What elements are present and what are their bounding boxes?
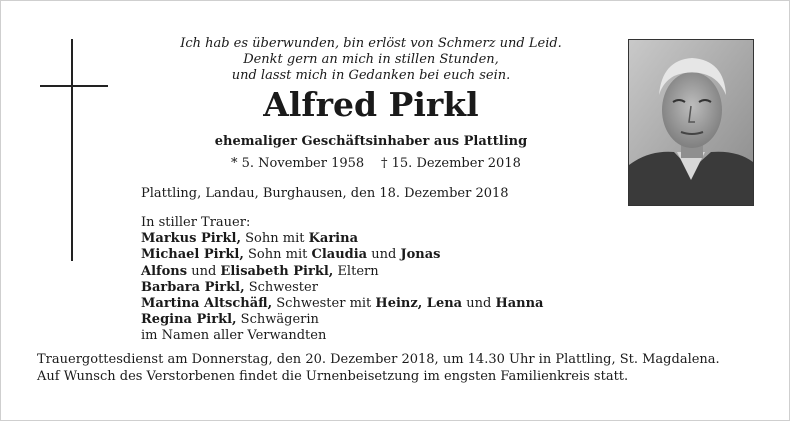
portrait-photo [628,39,754,206]
mourner-relation: Sohn mit [241,231,309,247]
mourner-relation: Eltern [333,263,379,279]
mourner-relation: und [462,296,496,312]
cross-vertical-bar [71,39,73,261]
mourner-line [141,247,543,263]
service-info [37,351,720,385]
deceased-occupation: ehemaliger Geschäftsinhaber aus Plattling [214,134,528,149]
poem-line: und lasst mich in Gedanken bei euch sein. [231,68,511,83]
mourners-closing: im Namen aller Verwandten [141,328,327,344]
service-info-line: Trauergottesdienst am Donnerstag, den 20. Dezember 2018, um 14.30 Uhr in Plattling, St. Magdalena. [37,352,720,367]
deceased-name: Alfred Pirkl [263,85,479,124]
portrait-image [629,40,753,205]
mourner-name: Markus Pirkl, [141,231,242,247]
mourner-name: Regina Pirkl, [141,312,237,328]
cross-horizontal-bar [40,85,108,87]
mourner-relation: Schwester mit [272,296,376,312]
mourners-list [141,215,543,345]
mourner-name: Martina Altschäfl, [141,296,273,312]
place-and-date: Plattling, Landau, Burghausen, den 18. Dezember 2018 [141,186,509,201]
mourner-name: Heinz, Lena [375,296,463,312]
mourner-line [141,296,543,312]
mourner-line [141,231,543,247]
mourner-name: Michael Pirkl, [141,247,244,263]
mourner-name: Karina [308,231,358,247]
mourner-name: Barbara Pirkl, [141,279,245,295]
mourner-relation: Schwester [244,279,318,295]
death-date: † 15. Dezember 2018 [381,156,521,171]
mourner-name: Alfons [141,263,188,279]
mourner-relation: und [367,247,401,263]
poem-line: Denkt gern an mich in stillen Stunden, [243,52,499,67]
mourner-name: Hanna [495,296,544,312]
mourner-name: Claudia [311,247,368,263]
mourner-line [141,280,543,296]
mourner-name: Elisabeth Pirkl, [220,263,334,279]
mourner-line [141,264,543,280]
mourner-relation: und [187,263,221,279]
mourner-relation: Schwägerin [236,312,319,328]
mourner-line [141,312,543,328]
mourners-intro: In stiller Trauer: [141,215,251,230]
poem-line: Ich hab es überwunden, bin erlöst von Schmerz und Leid. [180,36,562,51]
mourner-lines [141,231,543,328]
service-info-line: Auf Wunsch des Verstorbenen findet die Urnenbeisetzung im engsten Familienkreis statt. [37,369,629,384]
mourner-name: Jonas [400,247,441,263]
mourner-relation: Sohn mit [243,247,312,263]
memorial-poem [141,36,601,84]
birth-date: * 5. November 1958 [231,156,365,171]
